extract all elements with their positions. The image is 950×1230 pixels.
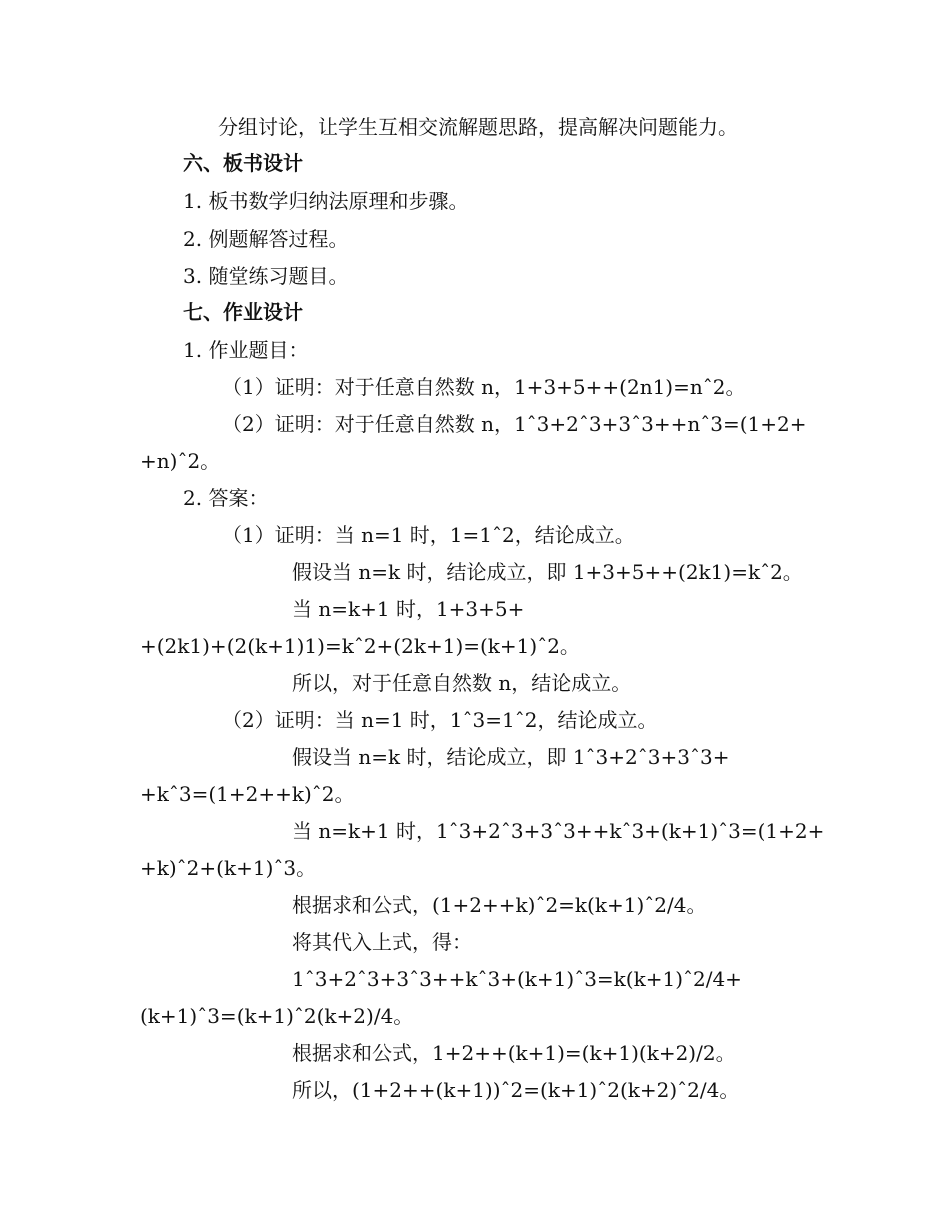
- answer-1-conclusion: 所以，对于任意自然数 n，结论成立。: [292, 671, 632, 695]
- section-heading-homework-design: 七、作业设计: [183, 300, 303, 324]
- answer-1-inductive-step-continued: +(2k1)+(2(k+1)1)=kˆ2+(2k+1)=(k+1)ˆ2。: [140, 634, 580, 658]
- homework-question-2: （2）证明：对于任意自然数 n，1ˆ3+2ˆ3+3ˆ3++nˆ3=(1+2+: [222, 412, 807, 436]
- list-item: 1. 板书数学归纳法原理和步骤。: [183, 189, 469, 213]
- answer-2-hypothesis: 假设当 n=k 时，结论成立，即 1ˆ3+2ˆ3+3ˆ3+: [292, 745, 730, 769]
- section-heading-board-design: 六、板书设计: [183, 151, 303, 175]
- answer-1-base-case: （1）证明：当 n=1 时，1=1ˆ2，结论成立。: [222, 523, 635, 547]
- answer-2-expression-continued: (k+1)ˆ3=(k+1)ˆ2(k+2)/4。: [140, 1004, 414, 1028]
- list-item: 2. 例题解答过程。: [183, 227, 349, 251]
- answer-2-conclusion: 所以，(1+2++(k+1))ˆ2=(k+1)ˆ2(k+2)ˆ2/4。: [292, 1078, 740, 1102]
- answer-2-inductive-step-continued: +k)ˆ2+(k+1)ˆ3。: [140, 856, 317, 880]
- answer-2-hypothesis-continued: +kˆ3=(1+2++k)ˆ2。: [140, 782, 355, 806]
- answer-2-sum-formula-2: 根据求和公式，1+2++(k+1)=(k+1)(k+2)/2。: [292, 1041, 736, 1065]
- homework-question-2-continued: +n)ˆ2。: [140, 449, 221, 473]
- list-item: 2. 答案：: [183, 486, 269, 510]
- answer-2-inductive-step: 当 n=k+1 时，1ˆ3+2ˆ3+3ˆ3++kˆ3+(k+1)ˆ3=(1+2+: [292, 819, 825, 843]
- answer-2-sum-formula: 根据求和公式，(1+2++k)ˆ2=k(k+1)ˆ2/4。: [292, 893, 707, 917]
- answer-1-hypothesis: 假设当 n=k 时，结论成立，即 1+3+5++(2k1)=kˆ2。: [292, 560, 803, 584]
- answer-2-substitute: 将其代入上式，得：: [292, 930, 472, 954]
- paragraph-group-discussion: 分组讨论，让学生互相交流解题思路，提高解决问题能力。: [218, 115, 738, 139]
- list-item: 1. 作业题目：: [183, 338, 309, 362]
- homework-question-1: （1）证明：对于任意自然数 n，1+3+5++(2n1)=nˆ2。: [222, 375, 746, 399]
- answer-2-base-case: （2）证明：当 n=1 时，1ˆ3=1ˆ2，结论成立。: [222, 708, 658, 732]
- answer-2-expression: 1ˆ3+2ˆ3+3ˆ3++kˆ3+(k+1)ˆ3=k(k+1)ˆ2/4+: [292, 967, 742, 991]
- answer-1-inductive-step: 当 n=k+1 时，1+3+5+: [292, 597, 525, 621]
- list-item: 3. 随堂练习题目。: [183, 264, 349, 288]
